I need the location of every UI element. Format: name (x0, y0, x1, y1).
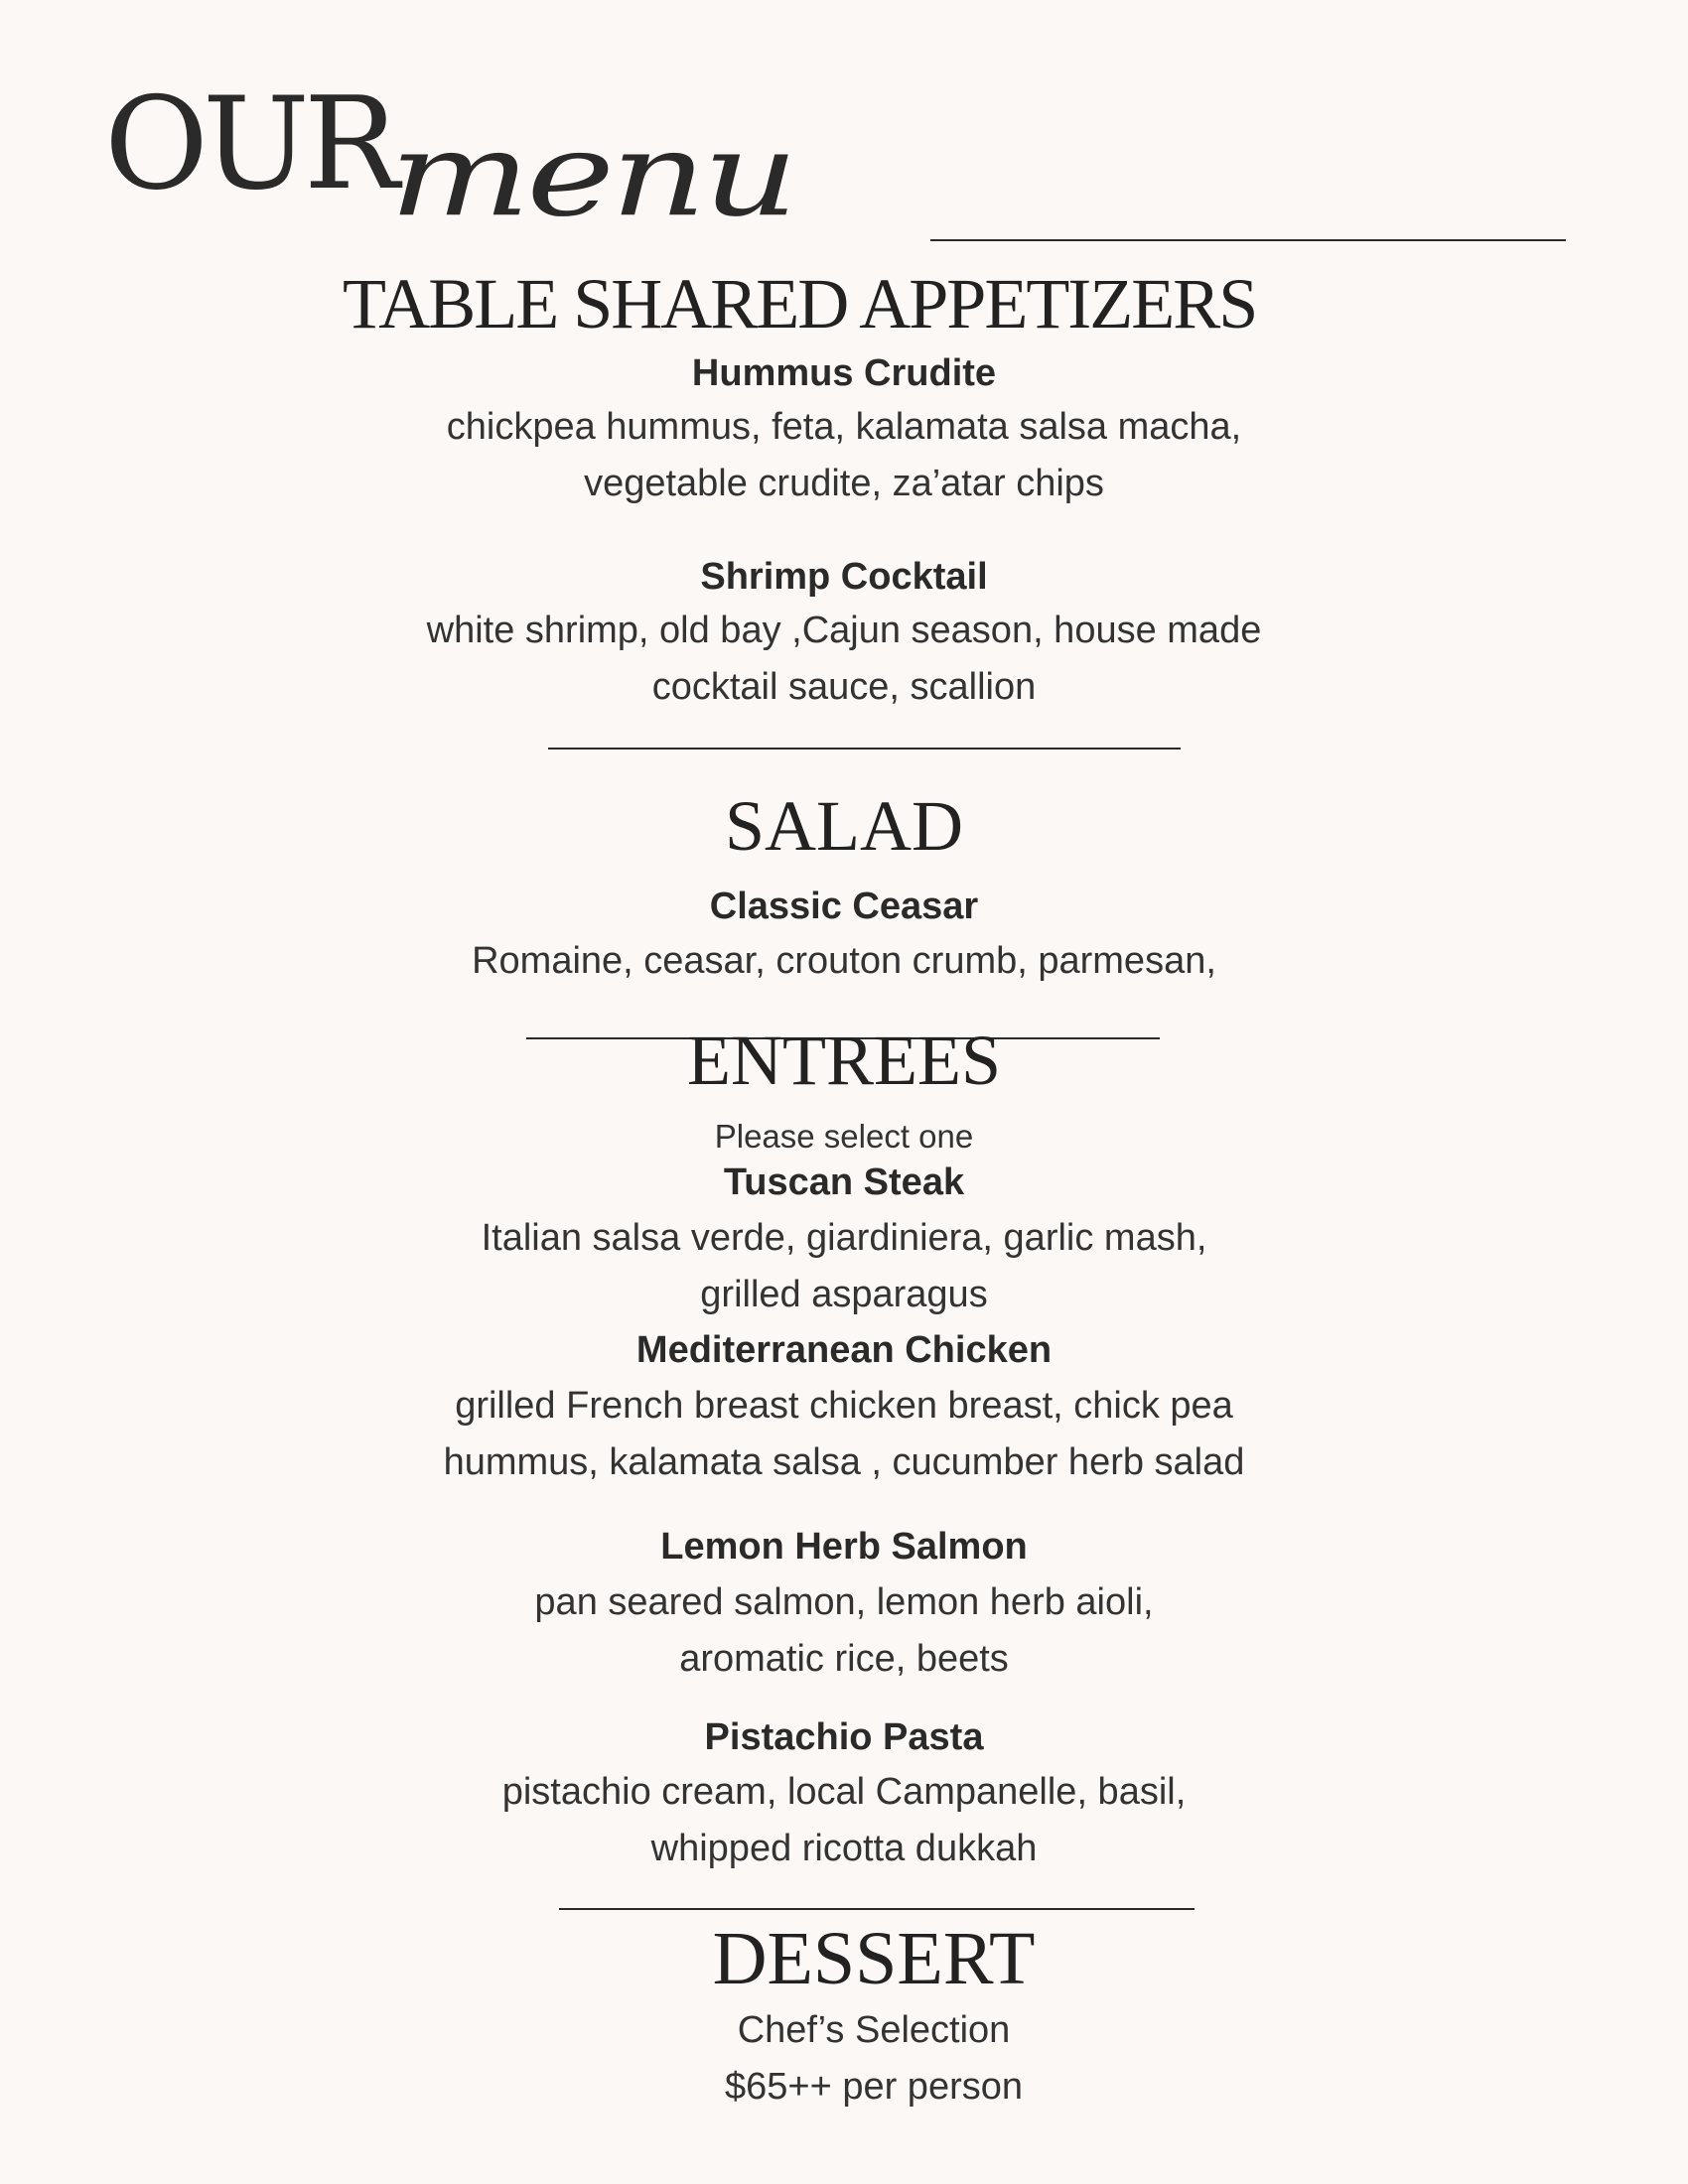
header-divider (930, 239, 1566, 241)
entrees-note: Please select one (714, 1118, 974, 1155)
item-desc-line: grilled French breast chicken breast, chick pea (455, 1385, 1233, 1427)
item-desc-line: Romaine, ceasar, crouton crumb, parmesan, (472, 940, 1216, 982)
divider-entrees (559, 1908, 1195, 1910)
item-desc-line: aromatic rice, beets (679, 1638, 1009, 1680)
item-desc-line: vegetable crudite, za’atar chips (584, 463, 1104, 504)
header-our: OUR (104, 70, 394, 218)
item-desc-line: whipped ricotta dukkah (650, 1828, 1038, 1869)
item-name-lemon-herb-salmon: Lemon Herb Salmon (660, 1526, 1028, 1568)
section-title-appetizers: TABLE SHARED APPETIZERS (343, 264, 1257, 343)
item-desc-lemon-herb-salmon (0, 1574, 1688, 1688)
item-desc-line: pan seared salmon, lemon herb aioli, (534, 1581, 1154, 1623)
item-name-classic-ceasar: Classic Ceasar (709, 886, 979, 927)
item-name-pistachio-pasta: Pistachio Pasta (704, 1716, 984, 1758)
item-desc-line: pistachio cream, local Campanelle, basil, (501, 1771, 1187, 1813)
item-desc-classic-ceasar (0, 933, 1688, 990)
item-desc-mediterranean-chicken (0, 1378, 1688, 1491)
section-title-entrees: ENTREES (687, 1021, 1001, 1100)
section-title-dessert: DESSERT (712, 1917, 1036, 2000)
item-desc-pistachio-pasta (0, 1764, 1688, 1877)
section-title-salad: SALAD (724, 786, 963, 866)
item-name-shrimp-cocktail: Shrimp Cocktail (700, 556, 988, 598)
dessert-price: $65++ per person (724, 2066, 1023, 2108)
item-desc-line: hummus, kalamata salsa , cucumber herb salad (443, 1441, 1245, 1483)
item-desc-shrimp-cocktail (0, 603, 1688, 716)
item-name-hummus-crudite: Hummus Crudite (691, 352, 997, 394)
dessert-line: Chef’s Selection (737, 2009, 1011, 2051)
item-desc-hummus-crudite (0, 399, 1688, 512)
item-name-tuscan-steak: Tuscan Steak (723, 1161, 965, 1203)
item-desc-tuscan-steak (0, 1210, 1688, 1323)
item-desc-line: grilled asparagus (700, 1274, 988, 1315)
item-desc-line: chickpea hummus, feta, kalamata salsa macha, (446, 406, 1242, 448)
item-desc-line: white shrimp, old bay ,Cajun season, house made (426, 610, 1262, 651)
divider-appetizers (548, 748, 1181, 750)
item-desc-line: Italian salsa verde, giardiniera, garlic mash, (481, 1217, 1207, 1259)
header-menu-script: menu (389, 107, 795, 243)
dessert-details (30, 2002, 1688, 2116)
item-desc-line: cocktail sauce, scallion (651, 666, 1037, 708)
item-name-mediterranean-chicken: Mediterranean Chicken (635, 1329, 1053, 1371)
